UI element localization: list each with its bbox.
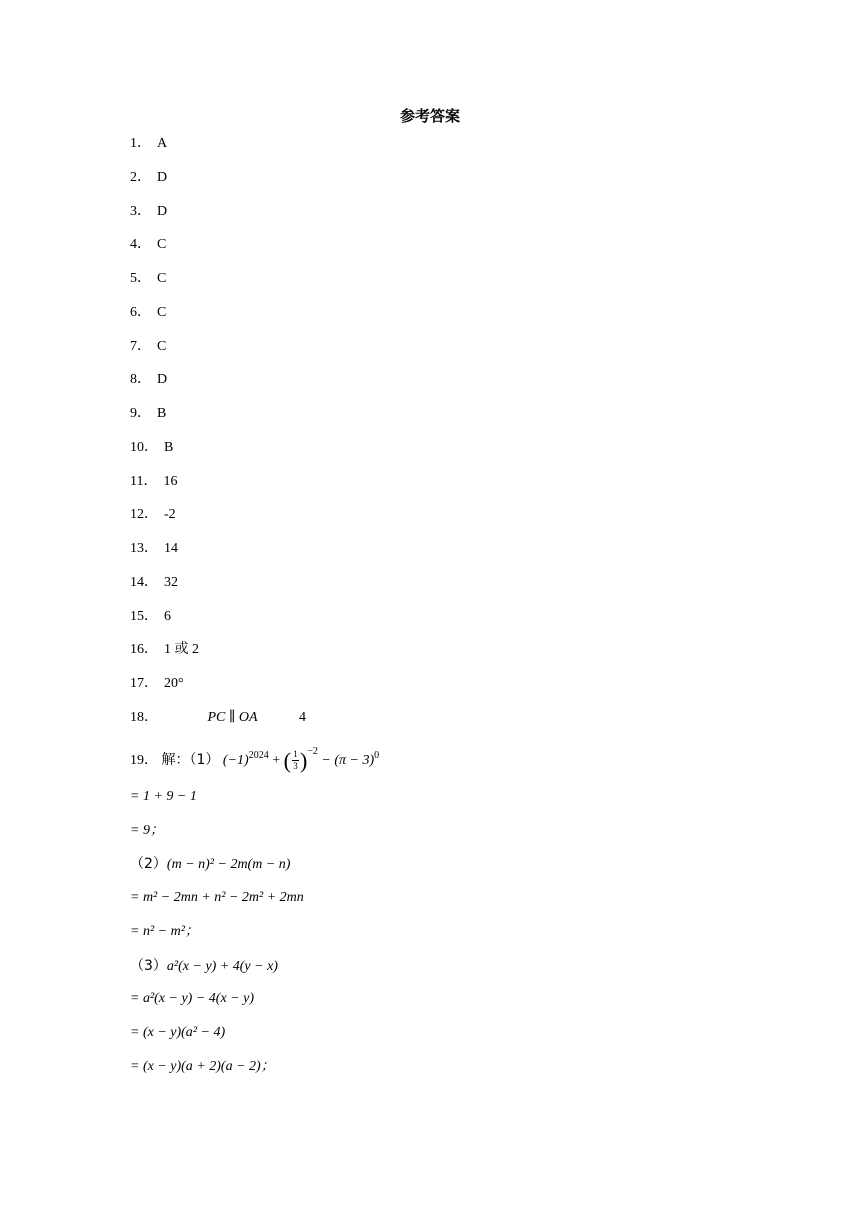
answer-value: 1 或 2 — [164, 642, 199, 657]
answer-row — [130, 504, 176, 526]
answer-18-blank-2: 4 — [299, 710, 307, 725]
answer-number: 7． — [130, 339, 151, 354]
expr-rest: − (π − 3) — [321, 753, 375, 768]
answer-value: 6 — [164, 609, 171, 624]
answer-value: 32 — [164, 575, 178, 590]
answer-value: B — [157, 406, 167, 421]
solution-line: = m² − 2mn + n² − 2m² + 2mn — [130, 890, 304, 905]
answer-row — [130, 336, 166, 358]
answer-row — [130, 369, 167, 391]
answer-18 — [130, 707, 306, 729]
answer-number: 4． — [130, 237, 151, 252]
answer-18-blank-1: PC ∥ OA — [207, 710, 258, 725]
answer-value: D — [157, 372, 168, 387]
answer-value: C — [157, 339, 167, 354]
answer-row — [130, 572, 178, 594]
answer-row — [130, 234, 166, 256]
answer-row — [130, 268, 166, 290]
left-paren: ( — [283, 747, 291, 773]
answer-number: 8． — [130, 372, 151, 387]
answer-row — [130, 403, 166, 425]
answer-19-header — [130, 745, 379, 775]
part-label: （3） — [130, 958, 167, 974]
answer-number: 15． — [130, 609, 158, 624]
answer-value: 14 — [164, 541, 178, 556]
answer-value: C — [157, 237, 167, 252]
part-expression: (m − n)² − 2m(m − n) — [166, 857, 291, 872]
answer-number: 13． — [130, 541, 158, 556]
expr-exponent-3: 0 — [374, 750, 380, 761]
fraction-numerator: 1 — [293, 749, 298, 760]
answer-number: 5． — [130, 271, 151, 286]
expr-exponent: 2024 — [248, 750, 269, 761]
answer-row — [130, 133, 167, 155]
answer-number: 9． — [130, 406, 151, 421]
answer-row — [130, 302, 166, 324]
part-expression: a²(x − y) + 4(y − x) — [166, 959, 278, 974]
answer-number: 12． — [130, 507, 158, 522]
answer-value: A — [157, 136, 168, 151]
answer-row — [130, 639, 199, 661]
page-title: 参考答案 — [399, 107, 460, 125]
answer-number: 16． — [130, 642, 158, 657]
answer-value: 16 — [163, 474, 178, 489]
expr-exponent-2: −2 — [307, 746, 318, 757]
answer-number: 2． — [130, 170, 151, 185]
answer-number: 17． — [130, 676, 158, 691]
answer-row — [130, 673, 184, 695]
answer-row — [130, 606, 171, 628]
answer-value: C — [157, 305, 167, 320]
solution-line: = (x − y)(a² − 4) — [130, 1025, 226, 1040]
answer-value: D — [157, 204, 168, 219]
answer-value: B — [164, 440, 174, 455]
right-paren: ) — [299, 747, 308, 773]
answer-number: 19． — [130, 753, 158, 768]
answer-value: C — [157, 271, 167, 286]
fraction — [292, 750, 299, 771]
solution-line: = (x − y)(a + 2)(a − 2)； — [130, 1059, 275, 1074]
answer-number: 6． — [130, 305, 151, 320]
answer-number: 3． — [130, 204, 151, 219]
solution-line: = 1 + 9 − 1 — [130, 789, 197, 804]
fraction-denominator: 3 — [293, 761, 298, 772]
answer-value: D — [157, 170, 168, 185]
answer-value: -2 — [164, 507, 176, 522]
solution-line: = a²(x − y) − 4(x − y) — [130, 991, 254, 1006]
answer-number: 10． — [130, 440, 158, 455]
solution-line: = 9； — [130, 823, 164, 838]
expr-plus: + — [272, 753, 281, 768]
part-3-heading — [130, 955, 278, 977]
answer-row — [130, 201, 167, 223]
answer-row — [130, 471, 177, 493]
answer-number: 11． — [130, 474, 158, 489]
expr-base: (−1) — [222, 753, 249, 768]
solution-intro: 解：（1） — [161, 752, 220, 768]
answer-number: 1． — [130, 136, 151, 151]
solution-line: = n² − m²； — [130, 924, 199, 939]
part-2-heading — [130, 853, 290, 875]
answer-number: 18． — [130, 710, 158, 725]
answer-row — [130, 538, 178, 560]
answer-number: 14． — [130, 575, 158, 590]
answer-row — [130, 167, 167, 189]
answer-value: 20° — [164, 676, 184, 691]
answer-row — [130, 437, 173, 459]
part-label: （2） — [130, 856, 167, 872]
